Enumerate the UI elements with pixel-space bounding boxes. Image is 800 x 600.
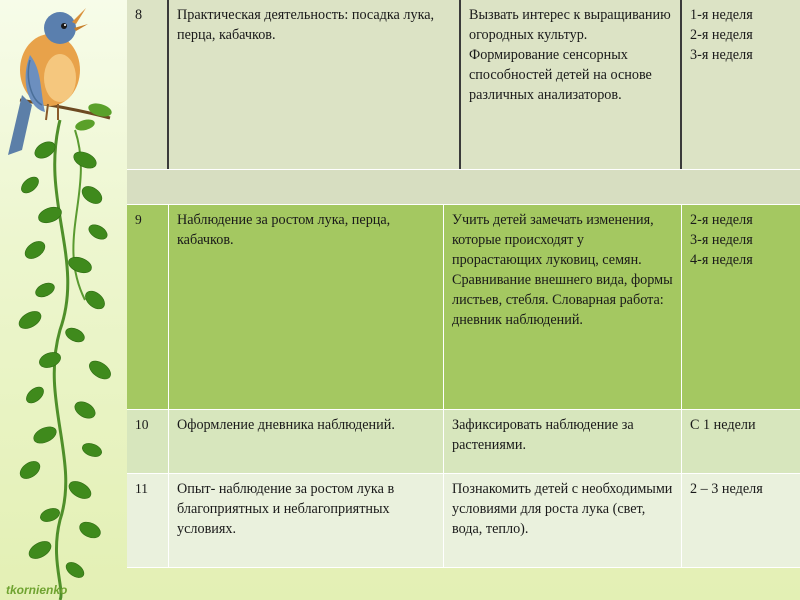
table-row xyxy=(127,205,800,410)
activity-cell: Оформление дневника наблюдений. xyxy=(169,410,444,473)
period-line: 2-я неделя xyxy=(690,212,753,228)
period-cell xyxy=(682,0,800,169)
table-gap-row xyxy=(127,170,800,205)
row-number: 9 xyxy=(127,205,169,409)
vine-decoration xyxy=(0,0,125,600)
period-line: 2 – 3 неделя xyxy=(690,481,763,497)
goal-cell: Учить детей замечать изменения, которые происходят у прорастающих луковиц, семян. Сравнивание внешнего вида, формы листьев, стебля. Словарная работа: дневник наблюдений. xyxy=(444,205,682,409)
activity-cell: Опыт- наблюдение за ростом лука в благоприятных и неблагоприятных условиях. xyxy=(169,474,444,567)
activity-table xyxy=(127,0,800,568)
watermark: tkornienko xyxy=(6,583,68,597)
goal-cell: Зафиксировать наблюдение за растениями. xyxy=(444,410,682,473)
table-row xyxy=(127,0,800,170)
goal-cell: Познакомить детей с необходимыми условиями для роста лука (свет, вода, тепло). xyxy=(444,474,682,567)
activity-cell: Практическая деятельность: посадка лука, перца, кабачков. xyxy=(169,0,461,169)
period-line: С 1 недели xyxy=(690,417,756,433)
activity-cell: Наблюдение за ростом лука, перца, кабачков. xyxy=(169,205,444,409)
period-line: 1-я неделя xyxy=(690,7,753,23)
row-number: 8 xyxy=(127,0,169,169)
period-line: 3-я неделя xyxy=(690,47,753,63)
period-line: 3-я неделя xyxy=(690,232,753,248)
row-number: 11 xyxy=(127,474,169,567)
period-cell xyxy=(682,205,800,409)
table-row xyxy=(127,474,800,568)
period-cell xyxy=(682,474,800,567)
goal-cell: Вызвать интерес к выращиванию огородных культур. Формирование сенсорных способностей детей на основе различных анализаторов. xyxy=(461,0,682,169)
table-row xyxy=(127,410,800,474)
period-line: 2-я неделя xyxy=(690,27,753,43)
period-line: 4-я неделя xyxy=(690,252,753,268)
row-number: 10 xyxy=(127,410,169,473)
period-cell xyxy=(682,410,800,473)
bird-icon xyxy=(0,0,110,160)
